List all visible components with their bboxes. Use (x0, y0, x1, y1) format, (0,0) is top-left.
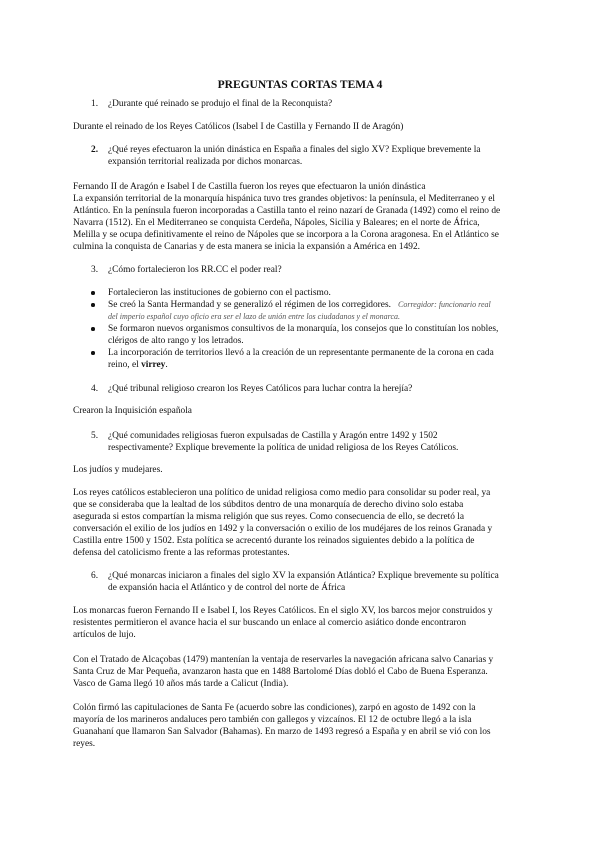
answer-4: Crearon la Inquisición española (73, 406, 192, 416)
bullet-icon (91, 327, 95, 331)
list-item: Se creó la Santa Hermandad y se generalizó el régimen de los corregidores. Corregidor: funcionario real del imperio español cuyo oficio era ser el lazo de unión entre los ciudadanos y el monarca. (91, 299, 498, 323)
list-item: La incorporación de territorios llevó a la creación de un representante permanente de la corona en cada reino, el virrey. (91, 347, 498, 371)
question-6: 6. ¿Qué monarcas iniciaron a finales del siglo XV la expansión Atlántica? Explique brevemente su política de expansión hacia el Atlántico y de control del norte de África (91, 571, 499, 593)
question-5: 5. ¿Qué comunidades religiosas fueron expulsadas de Castilla y Aragón entre 1492 y 1502 respectivamente? Explique brevemente la política de unidad religiosa de los Reyes Católicos. (91, 431, 459, 453)
question-3: 3. ¿Cómo fortalecieron los RR.CC el poder real? (91, 265, 282, 275)
question-4: 4. ¿Qué tribunal religioso crearon los Reyes Católicos para luchar contra la herejía? (91, 384, 413, 394)
answer-1: Durante el reinado de los Reyes Católicos (Isabel I de Castilla y Fernando II de Aragón) (73, 122, 404, 132)
answer-5a: Los judíos y mudejares. (73, 465, 163, 475)
bullet-icon (91, 291, 95, 295)
question-1: 1. ¿Durante qué reinado se produjo el final de la Reconquista? (91, 99, 333, 109)
answer-6c: Colón firmó las capitulaciones de Santa Fe (acuerdo sobre las condiciones), zarpó en agosto de 1492 con la mayoría de los marineros andaluces pero también con gallegos y vizcaínos. El 12 de octubre llegó a la isla Guanahaní que llamaron San Salvador (Bahamas). En marzo de 1493 regresó a España y en abril se vió con los reyes. (73, 703, 491, 749)
bullet-icon (91, 351, 95, 355)
answer-6b: Con el Tratado de Alcaçobas (1479) mantenían la ventaja de reservarles la navegación africana salvo Canarias y Santa Cruz de Mar Pequeña, avanzaron hasta que en 1488 Bartolomé Días dobló el Cabo de Buena Esperanza. Vasco de Gama llegó 10 años más tarde a Calicut (India). (73, 655, 494, 689)
question-2: 2. ¿Qué reyes efectuaron la unión dinástica en España a finales del siglo XV? Explique brevemente la expansión territorial realizada por dichos monarcas. (91, 145, 481, 167)
page-title: PREGUNTAS CORTAS TEMA 4 (217, 79, 383, 91)
bullet-list (91, 287, 498, 371)
answer-2: Fernando II de Aragón e Isabel I de Castilla fueron los reyes que efectuaron la unión dinástica La expansión territorial de la monarquía hispánica tuvo tres grandes objetivos: la península, el Mediterraneo y el Atlántico. En la península fueron incorporadas a Castilla tanto el reino nazarí de Granada (1492) como el reino de Navarra (1512). En el Mediterraneo se conquista Cerdeña, Nápoles, Sicilia y Baleares; en el norte de África, Melilla y se ocupa definitivamente el reino de Nápoles que se incorpora a la Corona aragonesa. En el Atlántico se culmina la conquista de Canarias y de esta manera se inicia la expansión a América en 1492. (73, 182, 501, 252)
bullet-icon (91, 303, 95, 307)
list-item: Fortalecieron las instituciones de gobierno con el pactismo. (91, 287, 498, 299)
answer-6a: Los monarcas fueron Fernando II e Isabel I, los Reyes Católicos. En el siglo XV, los barcos mejor construidos y resistentes permitieron el avance hacia el sur buscando un enlace al comercio asiático donde encontraron artículos de lujo. (73, 606, 493, 640)
answer-5b: Los reyes católicos establecieron una político de unidad religiosa como medio para consolidar su poder real, ya que se consideraba que la lealtad de los súbditos dentro de una monarquía de derecho divino solo estaba asegurada si estos compartían la misma religión que sus reyes. Como consecuencia de ello, se decretó la conversación el exilio de los judíos en 1492 y la conversación o exilio de los mudéjares de los reinos Granada y Castilla entre 1500 y 1502. Esta política se acrecentó durante los reinados siguientes debido a la política de defensa del catolicismo frente a las reformas protestantes. (73, 488, 493, 558)
list-item: Se formaron nuevos organismos consultivos de la monarquía, los consejos que lo constituían los nobles, clérigos de alto rango y los letrados. (91, 323, 498, 347)
